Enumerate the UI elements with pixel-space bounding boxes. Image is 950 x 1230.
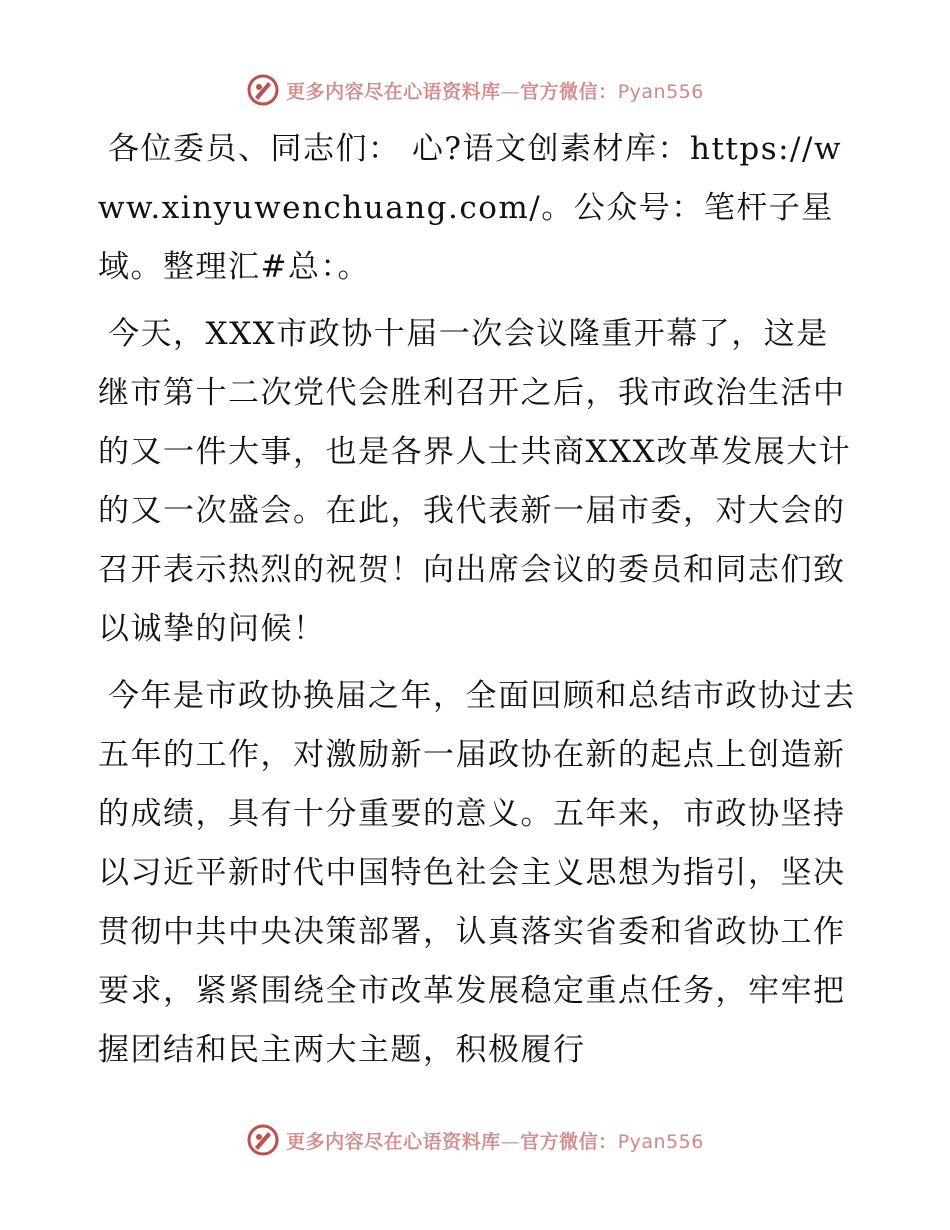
footer-banner bbox=[0, 1120, 950, 1160]
header-banner bbox=[0, 70, 950, 110]
banner-text bbox=[286, 77, 704, 104]
banner-official: 官方微信： bbox=[520, 1130, 618, 1153]
banner-official: 官方微信： bbox=[520, 80, 618, 103]
banner-main: 更多内容尽在心语资料库 bbox=[286, 1130, 501, 1153]
banner-dash: — bbox=[500, 80, 521, 103]
banner-wechat-id: Pyan556 bbox=[617, 1130, 704, 1153]
banner-dash: — bbox=[500, 1130, 521, 1153]
banner-wechat-id: Pyan556 bbox=[617, 80, 704, 103]
brand-logo-icon bbox=[246, 73, 280, 107]
banner-text bbox=[286, 1127, 704, 1154]
paragraph-opening: 今天，XXX市政协十届一次会议隆重开幕了，这是继市第十二次党代会胜利召开之后，我市政治生活中的又一件大事，也是各界人士共商XXX改革发展大计的又一次盛会。在此，我代表新一届市委，对大会的召开表示热烈的祝贺！向出席会议的委员和同志们致以诚挚的问候！ bbox=[98, 316, 852, 647]
paragraph-greeting: 各位委员、同志们： 心?语文创素材库：https://www.xinyuwenchuang.com/。公众号：笔杆子星域。整理汇#总：。 bbox=[98, 131, 842, 285]
brand-logo-icon bbox=[246, 1123, 280, 1157]
document-body bbox=[98, 120, 858, 1088]
paragraph-review: 今年是市政协换届之年，全面回顾和总结市政协过去五年的工作，对激励新一届政协在新的起点上创造新的成绩，具有十分重要的意义。五年来，市政协坚持以习近平新时代中国特色社会主义思想为指引，坚决贯彻中共中央决策部署，认真落实省委和省政协工作要求，紧紧围绕全市改革发展稳定重点任务，牢牢把握团结和民主两大主题，积极履行 bbox=[98, 678, 856, 1068]
banner-main: 更多内容尽在心语资料库 bbox=[286, 80, 501, 103]
